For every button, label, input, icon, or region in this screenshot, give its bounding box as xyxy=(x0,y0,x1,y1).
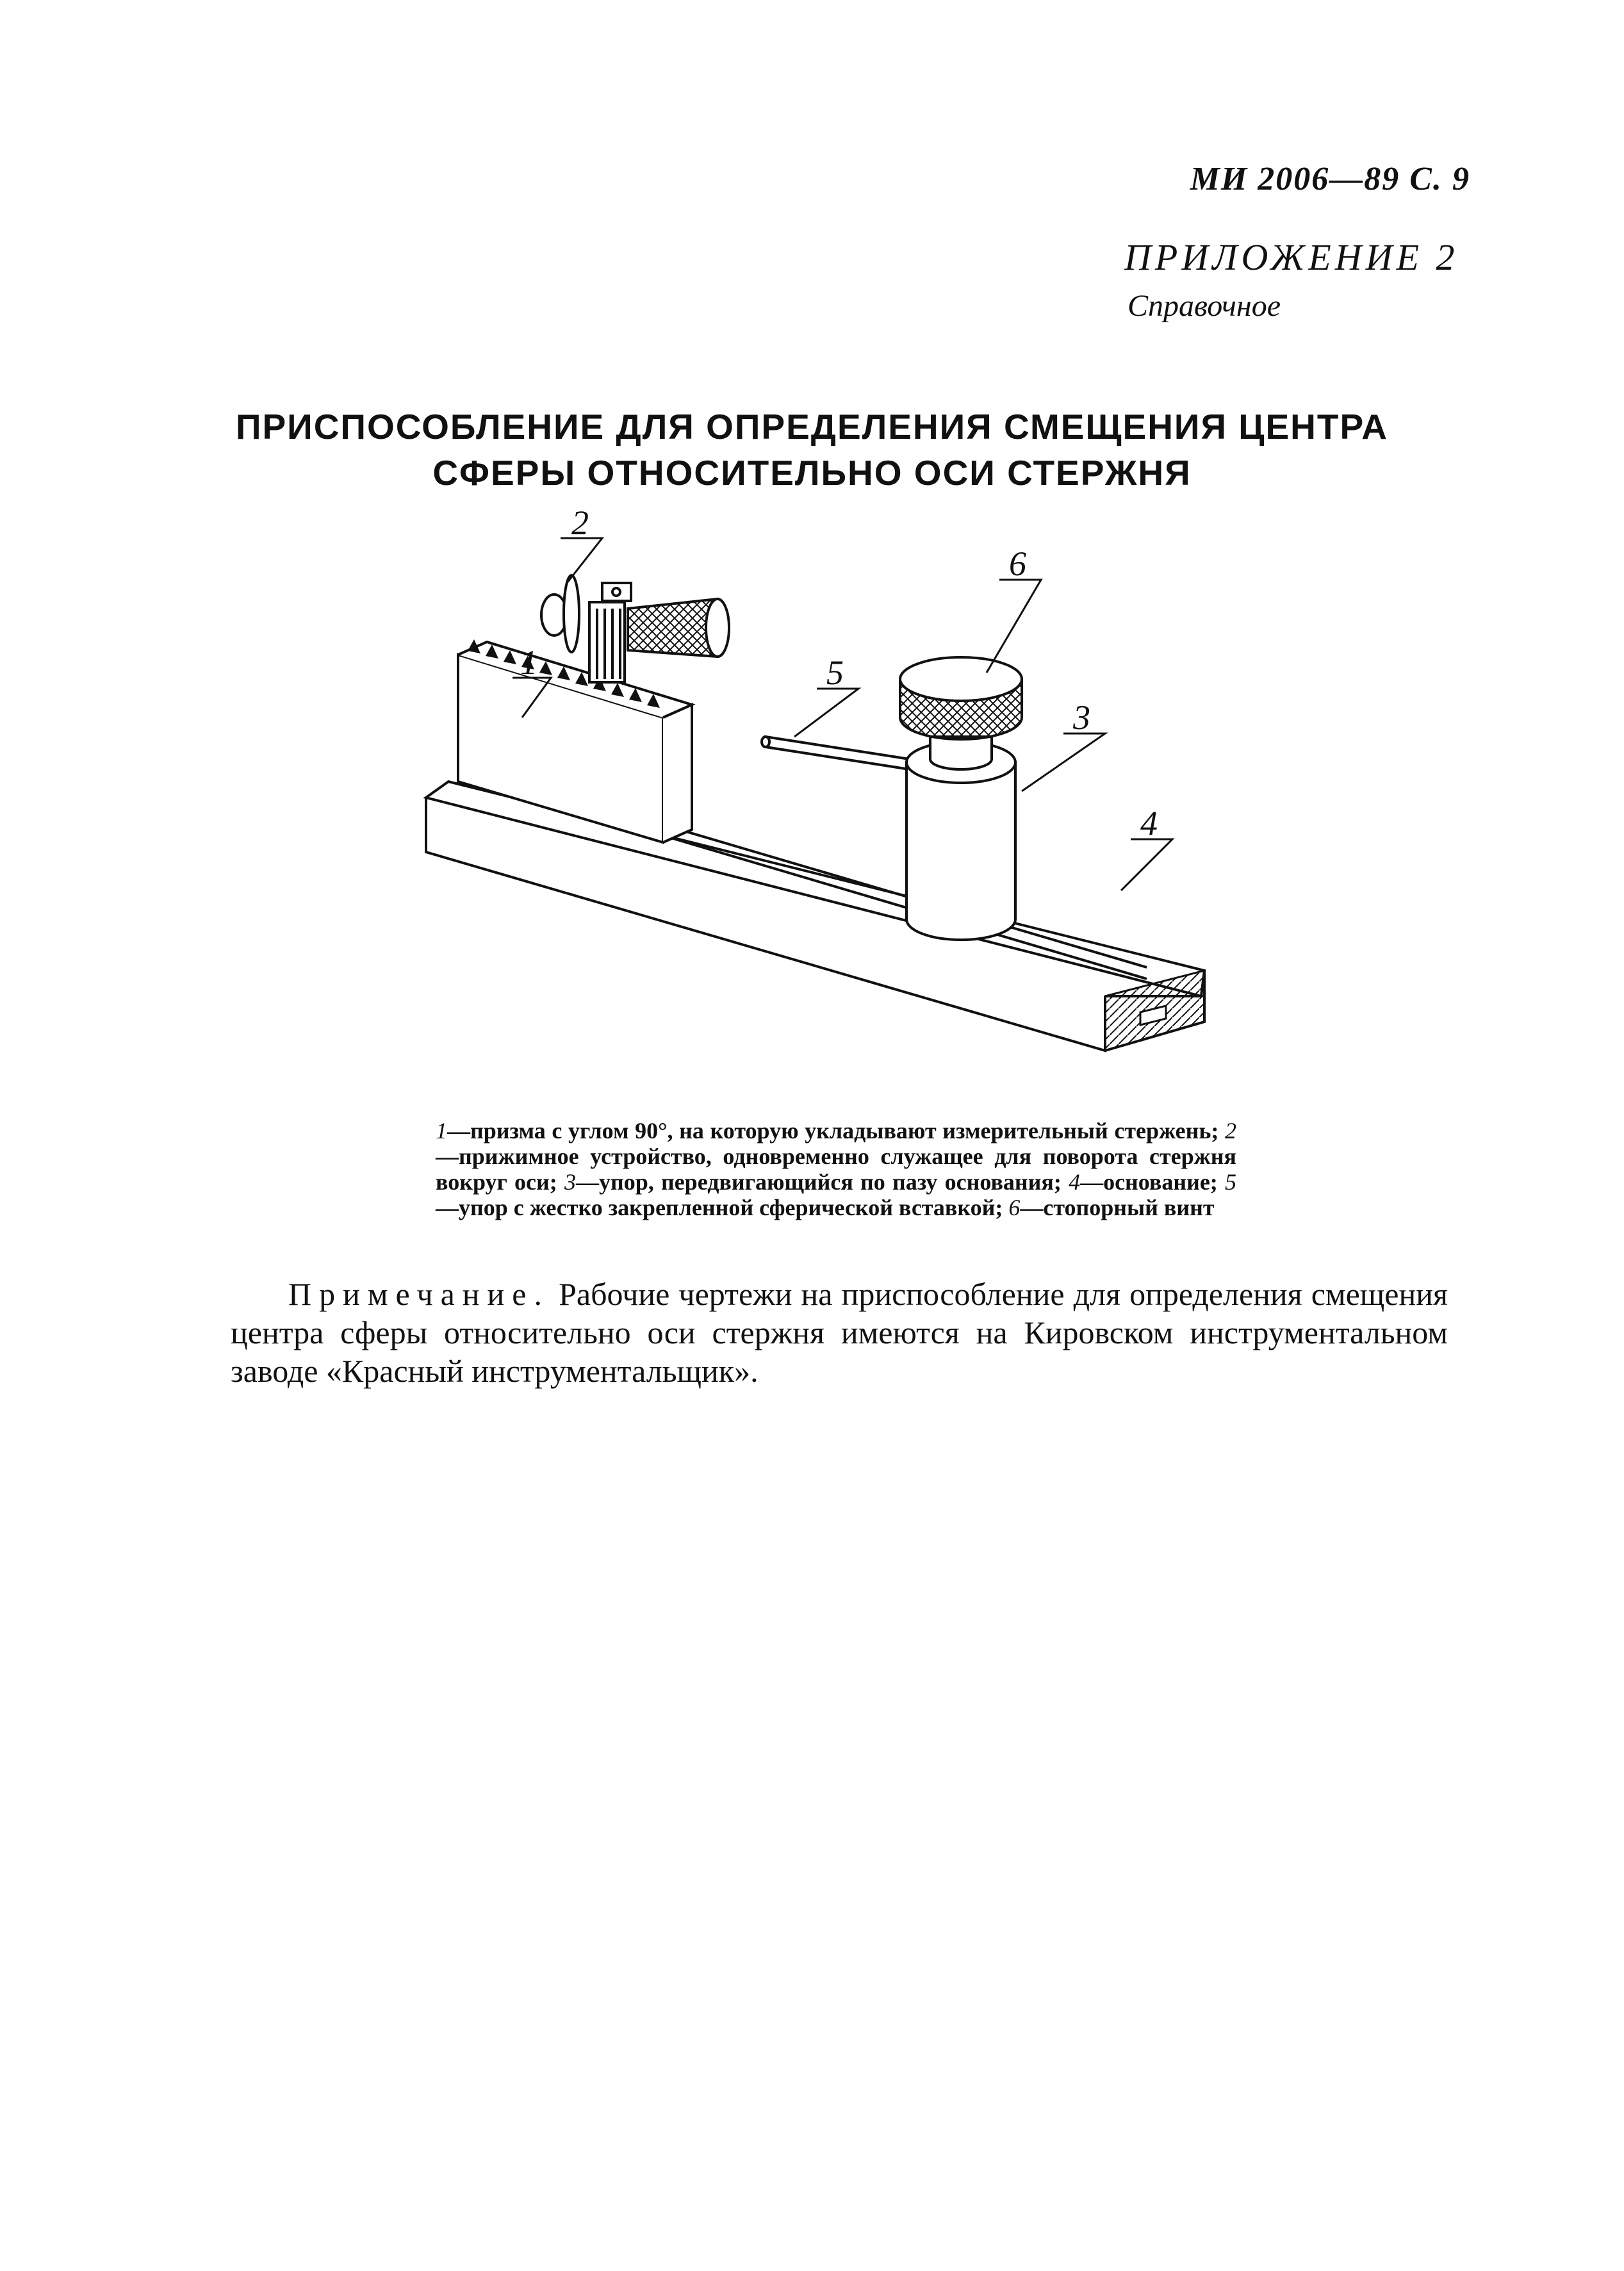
callout-6: 6 xyxy=(1009,545,1026,583)
legend-text-6: —стопорный винт xyxy=(1020,1195,1215,1220)
callout-5: 5 xyxy=(826,653,844,692)
legend-text-4: —основание; xyxy=(1080,1169,1225,1195)
stop-rod xyxy=(762,737,910,769)
note-label: Примечание. xyxy=(288,1276,550,1312)
legend-num-2: 2 xyxy=(1225,1118,1236,1144)
callout-4: 4 xyxy=(1140,804,1158,842)
note-text: Рабочие чертежи на приспособление для определения смещения центра сферы относительно оси стержня имеются на Кировском инструментальном заводе «Красный инструментальщик». xyxy=(231,1276,1448,1389)
base-section-hatch xyxy=(1105,971,1204,1051)
title-line-2: СФЕРЫ ОТНОСИТЕЛЬНО ОСИ СТЕРЖНЯ xyxy=(432,453,1192,493)
legend-num-5: 5 xyxy=(1225,1169,1236,1195)
locking-screw xyxy=(900,657,1022,739)
callout-2: 2 xyxy=(571,506,589,542)
legend-text-2: —прижимное устройство, одновременно служащее для поворота стержня вокруг оси; xyxy=(436,1144,1236,1195)
legend-num-4: 4 xyxy=(1069,1169,1081,1195)
page-header: МИ 2006—89 С. 9 xyxy=(1190,161,1470,197)
figure-legend xyxy=(436,1118,1236,1220)
legend-text-1: —призма с углом 90°, на которую укладывают измерительный стержень; xyxy=(447,1118,1225,1144)
appendix-title: ПРИЛОЖЕНИЕ 2 xyxy=(1124,236,1459,278)
legend-text-3: —упор, передвигающийся по пазу основания; xyxy=(575,1169,1069,1195)
device-drawing xyxy=(410,506,1211,1083)
note-paragraph xyxy=(231,1275,1448,1390)
callout-1: 1 xyxy=(520,643,537,682)
callout-3: 3 xyxy=(1073,698,1090,737)
movable-stop xyxy=(906,737,1015,940)
appendix-subtitle: Справочное xyxy=(1128,289,1281,323)
base-rail xyxy=(426,782,1204,1051)
legend-num-1: 1 xyxy=(436,1118,447,1144)
document-title xyxy=(0,404,1624,496)
legend-text-5: —упор с жестко закрепленной сферической вставкой; xyxy=(436,1195,1009,1220)
legend-num-6: 6 xyxy=(1008,1195,1021,1220)
legend-num-3: 3 xyxy=(564,1169,576,1195)
title-line-1: ПРИСПОСОБЛЕНИЕ ДЛЯ ОПРЕДЕЛЕНИЯ СМЕЩЕНИЯ ЦЕНТРА xyxy=(235,407,1389,447)
